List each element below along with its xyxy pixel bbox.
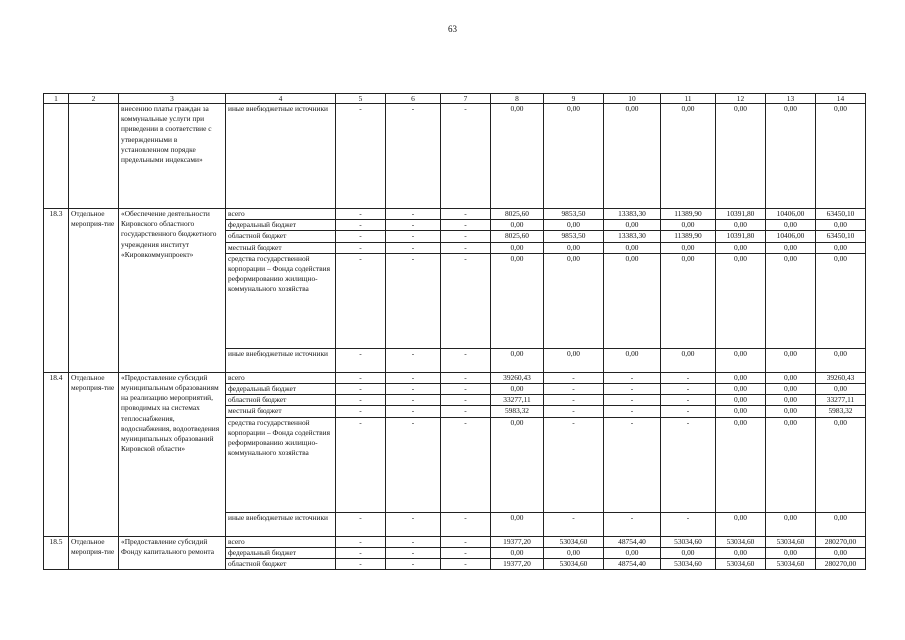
funding-source-cell: областной бюджет <box>226 231 336 242</box>
value-cell: - <box>336 231 386 242</box>
funding-source-cell: всего <box>226 372 336 383</box>
value-cell: 63450,10 <box>816 231 866 242</box>
value-cell: 0,00 <box>816 547 866 558</box>
value-cell: 0,00 <box>716 547 766 558</box>
funding-source-cell: иные внебюджетные источники <box>226 512 336 536</box>
value-cell: 0,00 <box>816 253 866 348</box>
item-description-cell: «Предоставление субсидий Фонду капитального ремонта <box>119 536 226 570</box>
value-cell: 0,00 <box>716 372 766 383</box>
value-cell: 10406,00 <box>766 231 816 242</box>
value-cell: 0,00 <box>716 512 766 536</box>
item-description-cell: внесению платы граждан за коммунальные услуги при приведении в соответствие с утвержденными в установленном порядке предельными индексами» <box>119 104 226 209</box>
page-number: 63 <box>448 24 457 34</box>
value-cell: 0,00 <box>661 242 716 253</box>
value-cell: 9853,50 <box>544 231 604 242</box>
funding-source-cell: федеральный бюджет <box>226 547 336 558</box>
value-cell: 53034,60 <box>544 559 604 570</box>
value-cell: - <box>386 220 441 231</box>
budget-table <box>43 93 866 570</box>
value-cell: 0,00 <box>661 104 716 209</box>
funding-source-cell: областной бюджет <box>226 395 336 406</box>
value-cell: 0,00 <box>661 220 716 231</box>
item-number-cell: 18.4 <box>44 372 69 536</box>
value-cell: - <box>386 372 441 383</box>
table-row <box>44 104 866 209</box>
funding-source-cell: средства государственной корпорации – Фонда содействия реформированию жилищно-коммунального хозяйства <box>226 253 336 348</box>
value-cell: 53034,60 <box>716 559 766 570</box>
value-cell: 0,00 <box>716 220 766 231</box>
funding-source-cell: федеральный бюджет <box>226 384 336 395</box>
value-cell: - <box>386 104 441 209</box>
funding-source-cell: иные внебюджетные источники <box>226 104 336 209</box>
value-cell: 0,00 <box>491 384 544 395</box>
funding-source-cell: областной бюджет <box>226 559 336 570</box>
value-cell: 280270,00 <box>816 536 866 547</box>
value-cell: - <box>386 395 441 406</box>
header-cell: 14 <box>816 94 866 104</box>
value-cell: 0,00 <box>716 395 766 406</box>
value-cell: - <box>336 559 386 570</box>
value-cell: 0,00 <box>716 104 766 209</box>
value-cell: - <box>604 372 661 383</box>
item-type-cell: Отдельное мероприя-тие <box>69 372 119 536</box>
table-row <box>44 536 866 547</box>
value-cell: 0,00 <box>661 348 716 372</box>
value-cell: 0,00 <box>491 348 544 372</box>
value-cell: 0,00 <box>604 104 661 209</box>
value-cell: - <box>604 417 661 512</box>
value-cell: - <box>441 406 491 417</box>
value-cell: - <box>544 417 604 512</box>
header-cell: 8 <box>491 94 544 104</box>
value-cell: - <box>336 104 386 209</box>
table-row <box>44 209 866 220</box>
value-cell: 13383,30 <box>604 231 661 242</box>
item-type-cell: Отдельное мероприя-тие <box>69 536 119 570</box>
value-cell: - <box>441 253 491 348</box>
value-cell: 0,00 <box>491 417 544 512</box>
value-cell: 0,00 <box>766 547 816 558</box>
value-cell: - <box>336 220 386 231</box>
value-cell: 0,00 <box>816 220 866 231</box>
value-cell: 53034,60 <box>661 536 716 547</box>
item-number-cell: 18.5 <box>44 536 69 570</box>
value-cell: - <box>441 559 491 570</box>
value-cell: 0,00 <box>716 253 766 348</box>
funding-source-cell: средства государственной корпорации – Фонда содействия реформированию жилищно-коммунального хозяйства <box>226 417 336 512</box>
value-cell: 0,00 <box>604 348 661 372</box>
value-cell: 0,00 <box>816 417 866 512</box>
value-cell: - <box>661 512 716 536</box>
value-cell: 0,00 <box>816 384 866 395</box>
header-cell: 6 <box>386 94 441 104</box>
funding-source-cell: всего <box>226 209 336 220</box>
funding-source-cell: местный бюджет <box>226 242 336 253</box>
header-cell: 9 <box>544 94 604 104</box>
item-number-cell: 18.3 <box>44 209 69 373</box>
value-cell: - <box>604 395 661 406</box>
value-cell: 0,00 <box>604 547 661 558</box>
value-cell: - <box>661 384 716 395</box>
header-cell: 1 <box>44 94 69 104</box>
value-cell: 0,00 <box>766 395 816 406</box>
value-cell: - <box>386 242 441 253</box>
funding-source-cell: иные внебюджетные источники <box>226 348 336 372</box>
item-description-cell: «Предоставление субсидий муниципальным образованиям на реализацию мероприятий, проводимых на системах теплоснабжения, водоснабжения, водоотведения муниципальных образований Кировской области» <box>119 372 226 536</box>
value-cell: 0,00 <box>491 253 544 348</box>
item-type-cell: Отдельное мероприя-тие <box>69 209 119 373</box>
value-cell: 0,00 <box>816 348 866 372</box>
value-cell: - <box>604 512 661 536</box>
value-cell: - <box>544 384 604 395</box>
value-cell: 10406,00 <box>766 209 816 220</box>
value-cell: - <box>441 395 491 406</box>
value-cell: 33277,11 <box>491 395 544 406</box>
header-cell: 7 <box>441 94 491 104</box>
value-cell: - <box>386 536 441 547</box>
value-cell: - <box>544 512 604 536</box>
value-cell: - <box>544 406 604 417</box>
header-cell: 10 <box>604 94 661 104</box>
funding-source-cell: всего <box>226 536 336 547</box>
value-cell: 0,00 <box>766 512 816 536</box>
value-cell: 10391,80 <box>716 231 766 242</box>
header-cell: 2 <box>69 94 119 104</box>
value-cell: 0,00 <box>604 253 661 348</box>
value-cell: 0,00 <box>716 242 766 253</box>
value-cell: 19377,20 <box>491 559 544 570</box>
value-cell: - <box>336 395 386 406</box>
item-type-cell <box>69 104 119 209</box>
value-cell: 13383,30 <box>604 209 661 220</box>
value-cell: 5983,32 <box>816 406 866 417</box>
value-cell: 0,00 <box>716 406 766 417</box>
value-cell: - <box>336 209 386 220</box>
funding-source-cell: федеральный бюджет <box>226 220 336 231</box>
value-cell: - <box>336 406 386 417</box>
value-cell: - <box>336 417 386 512</box>
header-cell: 12 <box>716 94 766 104</box>
value-cell: 0,00 <box>766 417 816 512</box>
value-cell: 0,00 <box>544 220 604 231</box>
value-cell: 10391,80 <box>716 209 766 220</box>
funding-source-cell: местный бюджет <box>226 406 336 417</box>
value-cell: 39260,43 <box>491 372 544 383</box>
value-cell: - <box>441 372 491 383</box>
value-cell: - <box>441 417 491 512</box>
value-cell: 0,00 <box>544 242 604 253</box>
value-cell: - <box>604 406 661 417</box>
value-cell: 0,00 <box>604 220 661 231</box>
value-cell: 0,00 <box>491 512 544 536</box>
value-cell: 0,00 <box>816 104 866 209</box>
value-cell: 0,00 <box>661 547 716 558</box>
value-cell: - <box>441 384 491 395</box>
header-cell: 3 <box>119 94 226 104</box>
value-cell: - <box>604 384 661 395</box>
value-cell: 53034,60 <box>766 536 816 547</box>
value-cell: 9853,50 <box>544 209 604 220</box>
value-cell: 48754,40 <box>604 559 661 570</box>
value-cell: - <box>336 348 386 372</box>
value-cell: 53034,60 <box>661 559 716 570</box>
value-cell: - <box>336 536 386 547</box>
value-cell: 53034,60 <box>544 536 604 547</box>
value-cell: 0,00 <box>491 547 544 558</box>
value-cell: 33277,11 <box>816 395 866 406</box>
value-cell: 0,00 <box>716 417 766 512</box>
value-cell: 0,00 <box>491 242 544 253</box>
value-cell: - <box>441 209 491 220</box>
value-cell: - <box>386 547 441 558</box>
value-cell: - <box>441 220 491 231</box>
value-cell: - <box>336 372 386 383</box>
item-description-cell: «Обеспечение деятельности Кировского областного государственного бюджетного учреждения институт «Кировкоммунпроект» <box>119 209 226 373</box>
value-cell: 63450,10 <box>816 209 866 220</box>
value-cell: - <box>544 395 604 406</box>
value-cell: 0,00 <box>544 547 604 558</box>
value-cell: 0,00 <box>816 242 866 253</box>
value-cell: 0,00 <box>766 220 816 231</box>
value-cell: - <box>386 512 441 536</box>
value-cell: 11389,90 <box>661 231 716 242</box>
value-cell: 48754,40 <box>604 536 661 547</box>
value-cell: 0,00 <box>491 104 544 209</box>
value-cell: 11389,90 <box>661 209 716 220</box>
value-cell: - <box>441 348 491 372</box>
value-cell: 0,00 <box>766 253 816 348</box>
value-cell: - <box>386 209 441 220</box>
header-cell: 5 <box>336 94 386 104</box>
value-cell: - <box>386 559 441 570</box>
value-cell: 8025,60 <box>491 231 544 242</box>
value-cell: - <box>336 512 386 536</box>
value-cell: 0,00 <box>491 220 544 231</box>
table-row <box>44 372 866 383</box>
value-cell: - <box>661 372 716 383</box>
value-cell: - <box>336 242 386 253</box>
value-cell: 0,00 <box>604 242 661 253</box>
value-cell: 0,00 <box>766 348 816 372</box>
value-cell: 0,00 <box>766 384 816 395</box>
value-cell: - <box>386 384 441 395</box>
value-cell: - <box>386 417 441 512</box>
value-cell: 53034,60 <box>716 536 766 547</box>
value-cell: - <box>386 348 441 372</box>
value-cell: 0,00 <box>716 348 766 372</box>
value-cell: - <box>661 395 716 406</box>
value-cell: - <box>441 547 491 558</box>
value-cell: 0,00 <box>766 242 816 253</box>
value-cell: 0,00 <box>766 372 816 383</box>
value-cell: 19377,20 <box>491 536 544 547</box>
value-cell: 8025,60 <box>491 209 544 220</box>
value-cell: 0,00 <box>766 406 816 417</box>
value-cell: - <box>386 253 441 348</box>
header-row <box>44 94 866 104</box>
value-cell: 0,00 <box>766 104 816 209</box>
value-cell: - <box>386 406 441 417</box>
value-cell: - <box>386 231 441 242</box>
header-cell: 11 <box>661 94 716 104</box>
value-cell: - <box>441 231 491 242</box>
value-cell: - <box>544 372 604 383</box>
value-cell: - <box>661 406 716 417</box>
value-cell: 0,00 <box>816 512 866 536</box>
value-cell: 53034,60 <box>766 559 816 570</box>
value-cell: - <box>661 417 716 512</box>
value-cell: - <box>336 384 386 395</box>
value-cell: 0,00 <box>544 348 604 372</box>
value-cell: - <box>441 536 491 547</box>
value-cell: - <box>441 104 491 209</box>
value-cell: - <box>336 547 386 558</box>
item-number-cell <box>44 104 69 209</box>
value-cell: 0,00 <box>661 253 716 348</box>
value-cell: 280270,00 <box>816 559 866 570</box>
value-cell: 0,00 <box>544 253 604 348</box>
value-cell: 5983,32 <box>491 406 544 417</box>
value-cell: - <box>441 512 491 536</box>
value-cell: 0,00 <box>716 384 766 395</box>
header-cell: 4 <box>226 94 336 104</box>
value-cell: - <box>441 242 491 253</box>
value-cell: 0,00 <box>544 104 604 209</box>
header-cell: 13 <box>766 94 816 104</box>
value-cell: 39260,43 <box>816 372 866 383</box>
value-cell: - <box>336 253 386 348</box>
